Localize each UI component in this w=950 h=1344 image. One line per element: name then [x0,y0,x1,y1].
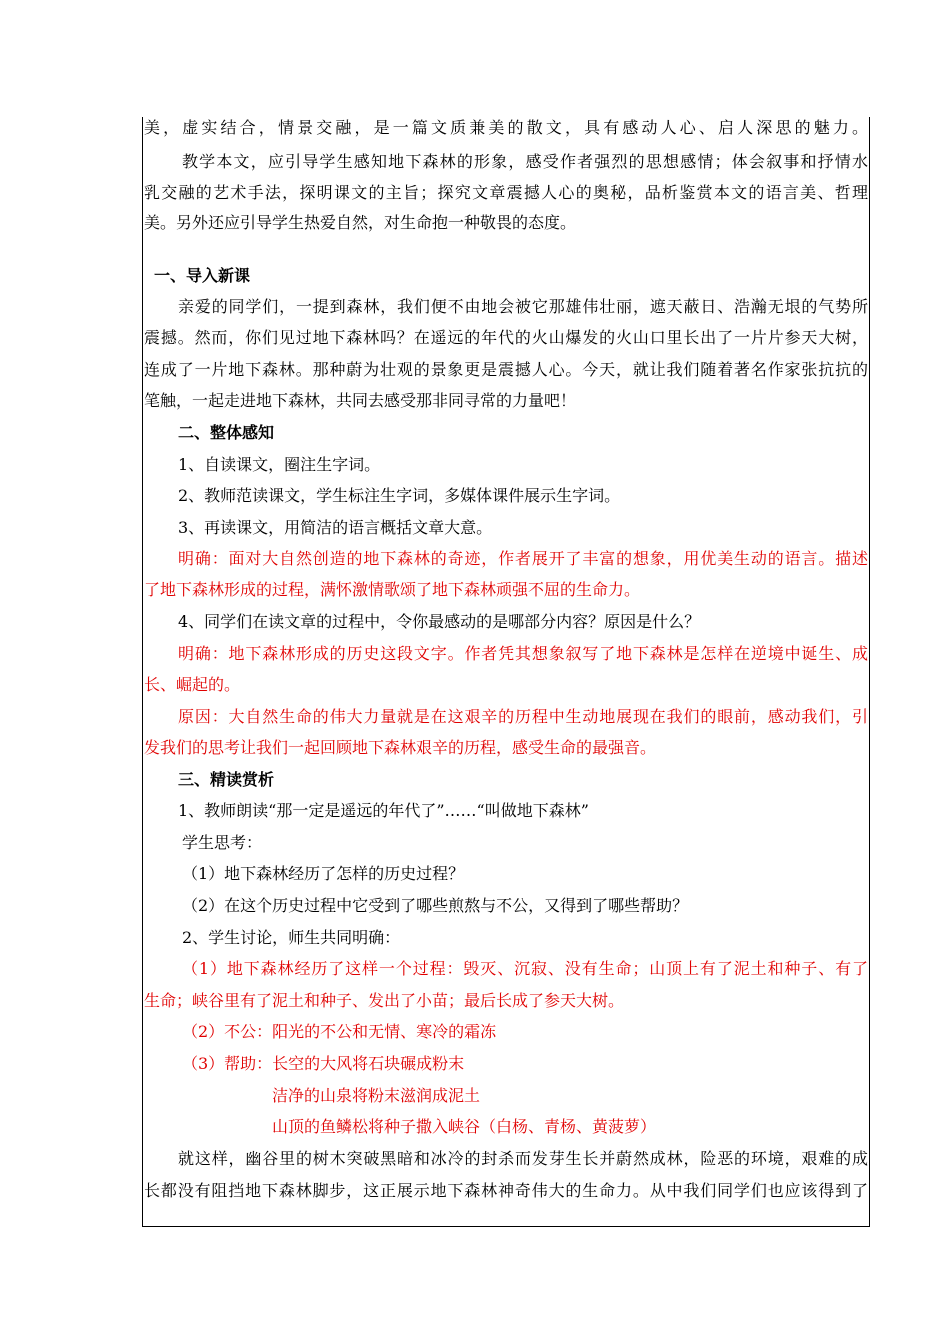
section-heading: 二、整体感知 [178,423,275,442]
paragraph-line: 长都没有阻挡地下森林脚步，这正展示地下森林神奇伟大的生命力。从中我们同学们也应该得到了 [144,1181,868,1200]
paragraph-line: 3、再读课文，用简洁的语言概括文章大意。 [178,518,493,537]
answer-line: 生命；峡谷里有了泥土和种子、发出了小苗；最后长成了参天大树。 [144,991,625,1010]
paragraph-line: （2）在这个历史过程中它受到了哪些煎熬与不公，又得到了哪些帮助？ [182,896,689,915]
answer-line: 明确：地下森林形成的历史这段文字。作者凭其想象叙写了地下森林是怎样在逆境中诞生、成 [178,644,868,663]
section-heading: 一、导入新课 [154,266,251,285]
paragraph-line: 亲爱的同学们，一提到森林，我们便不由地会被它那雄伟壮丽，遮天蔽日、浩瀚无垠的气势所 [178,297,868,316]
paragraph-line: 震撼。然而，你们见过地下森林吗？在遥远的年代的火山爆发的火山口里长出了一片片参天大树， [144,328,868,347]
paragraph-line: 学生思考： [182,833,263,852]
answer-line: （1）地下森林经历了这样一个过程：毁灭、沉寂、没有生命；山顶上有了泥土和种子、有了 [182,959,868,978]
answer-line: 洁净的山泉将粉末滋润成泥土 [272,1086,481,1105]
paragraph-line: 1、自读课文，圈注生字词。 [178,455,381,474]
paragraph-line: 就这样，幽谷里的树木突破黑暗和冰冷的封杀而发芽生长并蔚然成林，险恶的环境，艰难的成 [178,1149,868,1168]
answer-line: 长、崛起的。 [144,675,241,694]
answer-line: 了地下森林形成的过程，满怀激情歌颂了地下森林顽强不屈的生命力。 [144,580,641,599]
answer-line: （2）不公：阳光的不公和无情、寒冷的霜冻 [182,1022,497,1041]
answer-line: （3）帮助：长空的大风将石块碾成粉末 [182,1054,465,1073]
paragraph-line: 笔触，一起走进地下森林，共同去感受那非同寻常的力量吧！ [144,391,577,410]
answer-line: 发我们的思考让我们一起回顾地下森林艰辛的历程，感受生命的最强音。 [144,738,657,757]
paragraph-line: 2、教师范读课文，学生标注生字词，多媒体课件展示生字词。 [178,486,621,505]
paragraph-line: 连成了一片地下森林。那种蔚为壮观的景象更是震撼人心。今天，就让我们随着著名作家张抗抗的 [144,360,868,379]
answer-line: 原因：大自然生命的伟大力量就是在这艰辛的历程中生动地展现在我们的眼前，感动我们，引 [178,707,868,726]
paragraph-line: 1、教师朗读“那一定是遥远的年代了”……“叫做地下森林” [178,801,589,820]
answer-line: 明确：面对大自然创造的地下森林的奇迹，作者展开了丰富的想象，用优美生动的语言。描述 [178,549,868,568]
paragraph-line: 教学本文，应引导学生感知地下森林的形象，感受作者强烈的思想感情；体会叙事和抒情水 [182,152,868,171]
paragraph-line: 美，虚实结合，情景交融，是一篇文质兼美的散文，具有感动人心、启人深思的魅力。 [144,118,868,137]
paragraph-line: （1）地下森林经历了怎样的历史过程？ [182,864,465,883]
answer-line: 山顶的鱼鳞松将种子撒入峡谷（白杨、青杨、黄菠萝） [272,1117,657,1136]
paragraph-line: 乳交融的艺术手法，探明课文的主旨；探究文章震撼人心的奥秘，品析鉴赏本文的语言美、哲理 [144,183,868,202]
paragraph-line: 2、学生讨论，师生共同明确： [182,928,401,947]
section-heading: 三、精读赏析 [178,770,275,789]
paragraph-line: 4、同学们在读文章的过程中，令你最感动的是哪部分内容？原因是什么？ [178,612,701,631]
paragraph-line: 美。另外还应引导学生热爱自然，对生命抱一种敬畏的态度。 [144,213,577,232]
